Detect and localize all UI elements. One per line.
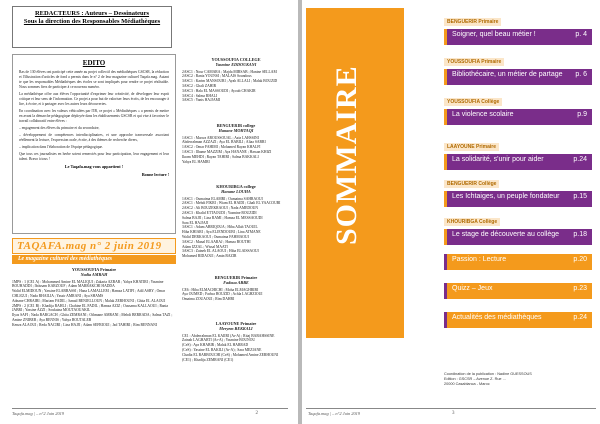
toc-row[interactable] xyxy=(444,229,592,245)
section-supervisor: Nadia AMRAH xyxy=(80,271,108,277)
toc-entry[interactable] xyxy=(444,10,592,45)
credit-line: 2ASC3 : Khalid ETTAOUDI ; Yasmine BOUZIDI xyxy=(182,210,257,215)
section-supervisor: Meryem BEKKALI xyxy=(219,325,253,331)
brand-name: TAQAFA.mag n° 2 juin 2019 xyxy=(17,240,162,252)
toc-category: BENGUERIR Collège xyxy=(444,180,499,188)
credit-line: Chadia EL BARBOUCHI (CeS) ; Mohamed Amine ZERHOUNI xyxy=(182,352,279,357)
toc-entry[interactable] xyxy=(444,135,592,170)
edito-box xyxy=(12,54,176,234)
credit-line: Ikram MEHDI ; Rayan TAHIRI ; Salma BAKKALI xyxy=(182,154,259,159)
sommaire-title: SOMMAIRE xyxy=(330,65,363,245)
credit-line: Walid DERKAOUI ; Oumaima FAHMAOUI xyxy=(182,234,249,239)
brand-tagline: Le magazine culturel des médiathèques xyxy=(12,255,176,264)
section-title: BENGUERIR Primaire xyxy=(214,275,258,280)
credit-line: Zainab LAGHARTI (Ar-A) ; Yasmine BOUNOU xyxy=(182,338,256,343)
section-title: YOUSSOUFIA COLLEGE xyxy=(211,57,261,62)
toc-entry[interactable] xyxy=(444,172,592,207)
toc-title: La solidarité, s'unir pour aider xyxy=(452,156,544,163)
page-footer xyxy=(306,408,596,418)
credit-line: 3ASC1 : Adam ABRIQOUA ; Hiba Allah TAOUIL xyxy=(182,225,258,230)
edito-heading: EDITO xyxy=(82,59,106,67)
toc-row[interactable] xyxy=(444,283,592,299)
youssoufia-college-credits xyxy=(182,58,290,103)
credit-line: 3ASC5 : Yanis HAJJAMI xyxy=(182,98,221,103)
toc-row[interactable] xyxy=(444,69,592,85)
toc-category: YOUSSOUFIA Primaire xyxy=(444,58,504,66)
toc-entry[interactable] xyxy=(444,253,592,270)
credit-line: Salma BAJJI ; Lina RAMI ; Hamza EL MESSAOUDI xyxy=(182,215,263,220)
credit-line: Hiba KHIARI ; Aya ELJENDOUBI ; Lina ATMANE xyxy=(182,230,261,235)
toc-page: p.23 xyxy=(573,285,587,292)
section-supervisor: Fadoua ABBE xyxy=(223,279,249,285)
footer-publication: Taqafa.mag | – n°2 Juin 2019 xyxy=(308,411,361,416)
toc-category: KHOURIBGA Collège xyxy=(444,218,500,226)
edito-closing: Le Taqafa.mag vous appartient ! xyxy=(64,164,124,169)
credit-line: Abderrahman AZZAZI ; Aya EL BABILI ; Aliaa SABRI xyxy=(182,140,266,145)
toc-title: Bibliothécaire, un métier de partage xyxy=(452,71,563,78)
masthead xyxy=(12,6,172,48)
credit-line: Ilyas SAFI ; Nada BARGACH ; Ghita ZEMRANI ; Othmane AMRANI ; Mehdi BERRADA ; Salma TAZI ; Amine ZNIBER ; Aya BENNIS ; Yahya BOUTALEB xyxy=(12,313,173,322)
section-supervisor: Hanane LOUHA xyxy=(221,188,251,194)
toc-title: Actualités des médiathèques xyxy=(452,314,542,321)
credit-line: CE6 : Hiba ELMACHICHI ; Moha ELMAGHRIBI xyxy=(182,287,259,292)
khouribga-college-credits xyxy=(182,185,290,259)
toc-title: Les Ichtaiges, un peuple fondateur xyxy=(452,193,560,200)
credit-line: Walid ELMIDOUN ; Yassine ELABBASSI ; Hana LAMALLEM ; Hamza LATIFI ; Adil ASRY ; Omar CHLIGUI ; Nada RHAILIA ; Yassir AMRANI ; Aya SHAMS xyxy=(12,289,165,298)
credit-line: Kenza ALAOUI ; Reda NACIRI ; Lina HAJJI ; Adam SEFRIOUI ; Jad TAHIRI ; Rim BENNANI xyxy=(12,322,158,327)
left-page xyxy=(0,0,298,424)
youssoufia-primary-credits xyxy=(12,268,176,328)
toc-category: LAAYOUNE Primaire xyxy=(444,143,499,151)
toc-page: p.18 xyxy=(573,231,587,238)
edito-signoff: Bonne lecture ! xyxy=(141,172,169,177)
magazine-brand xyxy=(12,238,176,264)
toc-title: Soigner, quel beau métier ! xyxy=(452,31,536,38)
brand-logo xyxy=(12,238,176,254)
toc-page: p.20 xyxy=(573,256,587,263)
credit-line: 1ASC2 : Omar FAHIMI ; Mohamed Rayan KHALFI xyxy=(182,145,261,150)
toc-entry[interactable] xyxy=(444,90,592,125)
toc-page: p.24 xyxy=(573,314,587,321)
toc-row[interactable] xyxy=(444,312,592,328)
credit-line: CE1 : Abderrahman EL KAIIRI (Ar-A) ; Ritaj BABAHSSINE xyxy=(182,333,275,338)
footer-publication: Taqafa.mag | – n°2 Juin 2019 xyxy=(12,411,65,416)
edito-paragraph: La médiathèque offre aux élèves l'opportunité d'exprimer leur créativité, de développer leur esprit critique et leur sens de l'information. Ce projet a pour but de valoriser leurs écrits, de les encourager à lire, à écrire, et à partager avec les autres leurs découvertes. xyxy=(19,92,169,106)
benguerir-primary-credits xyxy=(182,276,290,302)
masthead-line-2: Sous la direction des Responsables Médiathèques xyxy=(23,18,161,25)
coordination-line: Edition : GSCSR – Avenue Z. Rue ... xyxy=(444,377,506,381)
toc-row[interactable] xyxy=(444,254,592,270)
credit-line: Aya OUMED ; Fadwa BOUZID ; Achla LAGHZIOUI xyxy=(182,292,263,297)
credit-line: Adam IZZAL ; Wissal MAATI xyxy=(182,244,228,249)
credit-line: Adnane CHRAIBI ; Mariam FADIL ; Ismail BENJELLOUN ; Malak ZERHOUNI ; Ghita EL ALAOUI xyxy=(12,298,166,303)
benguerir-college-credits xyxy=(182,124,290,164)
credit-line: (CeS) : Yassine EL BAKILI (Ar-A) ; Sara MEZIANE xyxy=(182,347,262,352)
coordination-line: 20000 Casablanca - Maroc xyxy=(444,382,490,386)
credit-line: 2ASC2 : Ali BOUZEKRAOUI ; Nada AMEDOUN xyxy=(182,206,259,211)
toc-title: Passion : Lecture xyxy=(452,256,507,263)
toc-title: Le stage de découverte au collège xyxy=(452,231,560,238)
right-page xyxy=(302,0,600,424)
toc-row[interactable] xyxy=(444,29,592,45)
edito-paragraph: – engagement des élèves du primaire et du secondaire, xyxy=(19,126,100,130)
section-title: LAAYOUNE Primaire xyxy=(215,321,257,326)
edito-paragraph: En coordination avec les valeurs véhiculées par l'IB, ce projet « Médiathèques » a permis de mettre en avant la démarche pédagogique déployée dans les établissements GSCSR et qui vise à favoriser le travail collaboratif entre élèves : xyxy=(19,109,169,123)
credit-line: Omaima ZOUAOUI ; Rim DAHBI xyxy=(182,297,235,302)
toc-page: p. 4 xyxy=(575,31,587,38)
credit-line: 1ASC1 : Marwa ABOUSSOUAL ; Aziz LAHSSINI xyxy=(182,135,259,140)
toc-entry[interactable] xyxy=(444,282,592,299)
edito-paragraph: – développement de compétences interdisciplinaires, et une approche transversale associant réellement la lecture, l'expression orale, écrite, à des thèmes de recherche divers, xyxy=(19,133,169,142)
credit-line: 3ASC2 : Ghali ZAHIR xyxy=(182,83,217,88)
credit-line: 2ASC2 : Rania YOUNSI ; MALAIS Soundous xyxy=(182,74,252,79)
page-number: 2 xyxy=(255,411,258,416)
credit-line: 3ASC4 : Salma RHALI xyxy=(182,93,218,98)
toc-title: La violence scolaire xyxy=(452,111,514,118)
toc-title: Quizz – Jeux xyxy=(452,285,493,292)
credit-line: (CeS) : Aya KHABIR ; Malak EL HARRAD xyxy=(182,343,249,348)
edito-paragraph: Ras de 130 élèves ont participé cette année au projet collectif des médiathèques GSCSR, la rédaction et l'illustration d'articles de fond a permis dans le n° 2 de leur magazine culturel Taqafa.mag. Autant te que les responsables Médiathèques des écoles se sont impliqués pour rendre ce projet réalisable. Nous sommes fiers de participer à ce nouveau numéro. xyxy=(19,70,169,89)
credit-line: 3ASC2 : Manal ELAARAJ ; Hamza BOUTHI xyxy=(182,239,251,244)
credit-line: Yahya EL HAMRI xyxy=(182,159,210,164)
section-supervisor: Yasmine EDDOUKANI xyxy=(215,61,257,67)
credit-line: Sara EL HAJJAJI xyxy=(182,220,209,225)
section-title: YOUSSOUFIA Primaire xyxy=(71,267,117,272)
toc-category: BENGUERIR Primaire xyxy=(444,18,501,26)
toc-page: p.9 xyxy=(577,111,587,118)
section-title: BENGUERIR college xyxy=(216,123,256,128)
toc-row[interactable] xyxy=(444,109,592,125)
credit-line: 2ASC1 : Mehdi FIKRI ; Wiam EL HAIDI ; Ghali EL YAACOUBI xyxy=(182,201,281,206)
credit-line: 1MPS : 1 (CE1 A) : Mohammed Amine EL MALIQUI ; Zakaria AZBAR ; Yahya KHATIRI ; Yasmine BOUHADDI ; Ibtissam KARZOUF ; Adam MARRAKCHI HADDA xyxy=(12,279,164,289)
section-supervisor: Hanane MOHTAQI xyxy=(218,127,254,133)
credit-line: 1ASC3 : Ilhame MAZZIM ; Aya HANANE ; Hassan KHIZI xyxy=(182,149,272,154)
credit-line: 3ASC3 : Hala EL MASSOUDI ; Ayoub CHAKIR xyxy=(182,88,256,93)
laayoune-primary-credits xyxy=(182,322,290,362)
credit-line: Mohamed RIDAOUI ; Amin BAZIR xyxy=(182,254,237,259)
toc-row[interactable] xyxy=(444,154,592,170)
section-title: KHOURIBGA college xyxy=(216,184,256,189)
sommaire-banner xyxy=(306,0,406,424)
toc-entry[interactable] xyxy=(444,50,592,85)
edito-paragraph: Que tous ces journalistes en herbe soient remerciés pour leur participation, leur engagement et leur talent. Bravo à tous ! xyxy=(19,152,169,161)
toc-page: p.15 xyxy=(573,193,587,200)
masthead-line-1: REDACTEURS : Auteurs – Dessinateurs xyxy=(34,10,150,17)
credit-line: 3ASC1 : Karim MANSOURI ; Ayah ALLALI ; Malak BOUZID xyxy=(182,79,278,84)
credit-line: (CE1) ; Khadija ZEMRANI (CE1) xyxy=(182,357,234,362)
coordination-info xyxy=(444,372,594,387)
toc-entry[interactable] xyxy=(444,210,592,245)
credit-line: 2ASC1 : Nour CAMARA ; Majda MIRSAB ; Hanine SELLAM xyxy=(182,69,277,74)
credit-line: 3ASC3 : Zaineb EL ALAOUI ; Hiba ELAISSAOUI xyxy=(182,249,259,254)
page-footer xyxy=(12,408,288,418)
edito-paragraph: – implication dans l'élaboration de l'équipe pédagogique. xyxy=(19,145,103,149)
toc-row[interactable] xyxy=(444,191,592,207)
toc-entry[interactable] xyxy=(444,311,592,328)
toc-page: p.24 xyxy=(573,156,587,163)
credit-line: 2MPS : 2 (CE1 B) : Khadija RAHLI ; Chahine EL FADIL ; Hamza AZIZ ; Oussama KALLAOUI ; Rania JABRI ; Yassine AZZI ; Soukaina MOUTAOUAKIL xyxy=(12,303,169,313)
toc-category: YOUSSOUFIA Collège xyxy=(444,98,502,106)
toc-page: p. 6 xyxy=(575,71,587,78)
page-number: 3 xyxy=(452,411,455,416)
coordination-line: Coordination de la publication : Nadine GUESSOUS xyxy=(444,372,532,376)
credit-line: 1ASC1 : Oumaima ELAMRI ; Oumaima SAHRAOUI xyxy=(182,196,263,201)
